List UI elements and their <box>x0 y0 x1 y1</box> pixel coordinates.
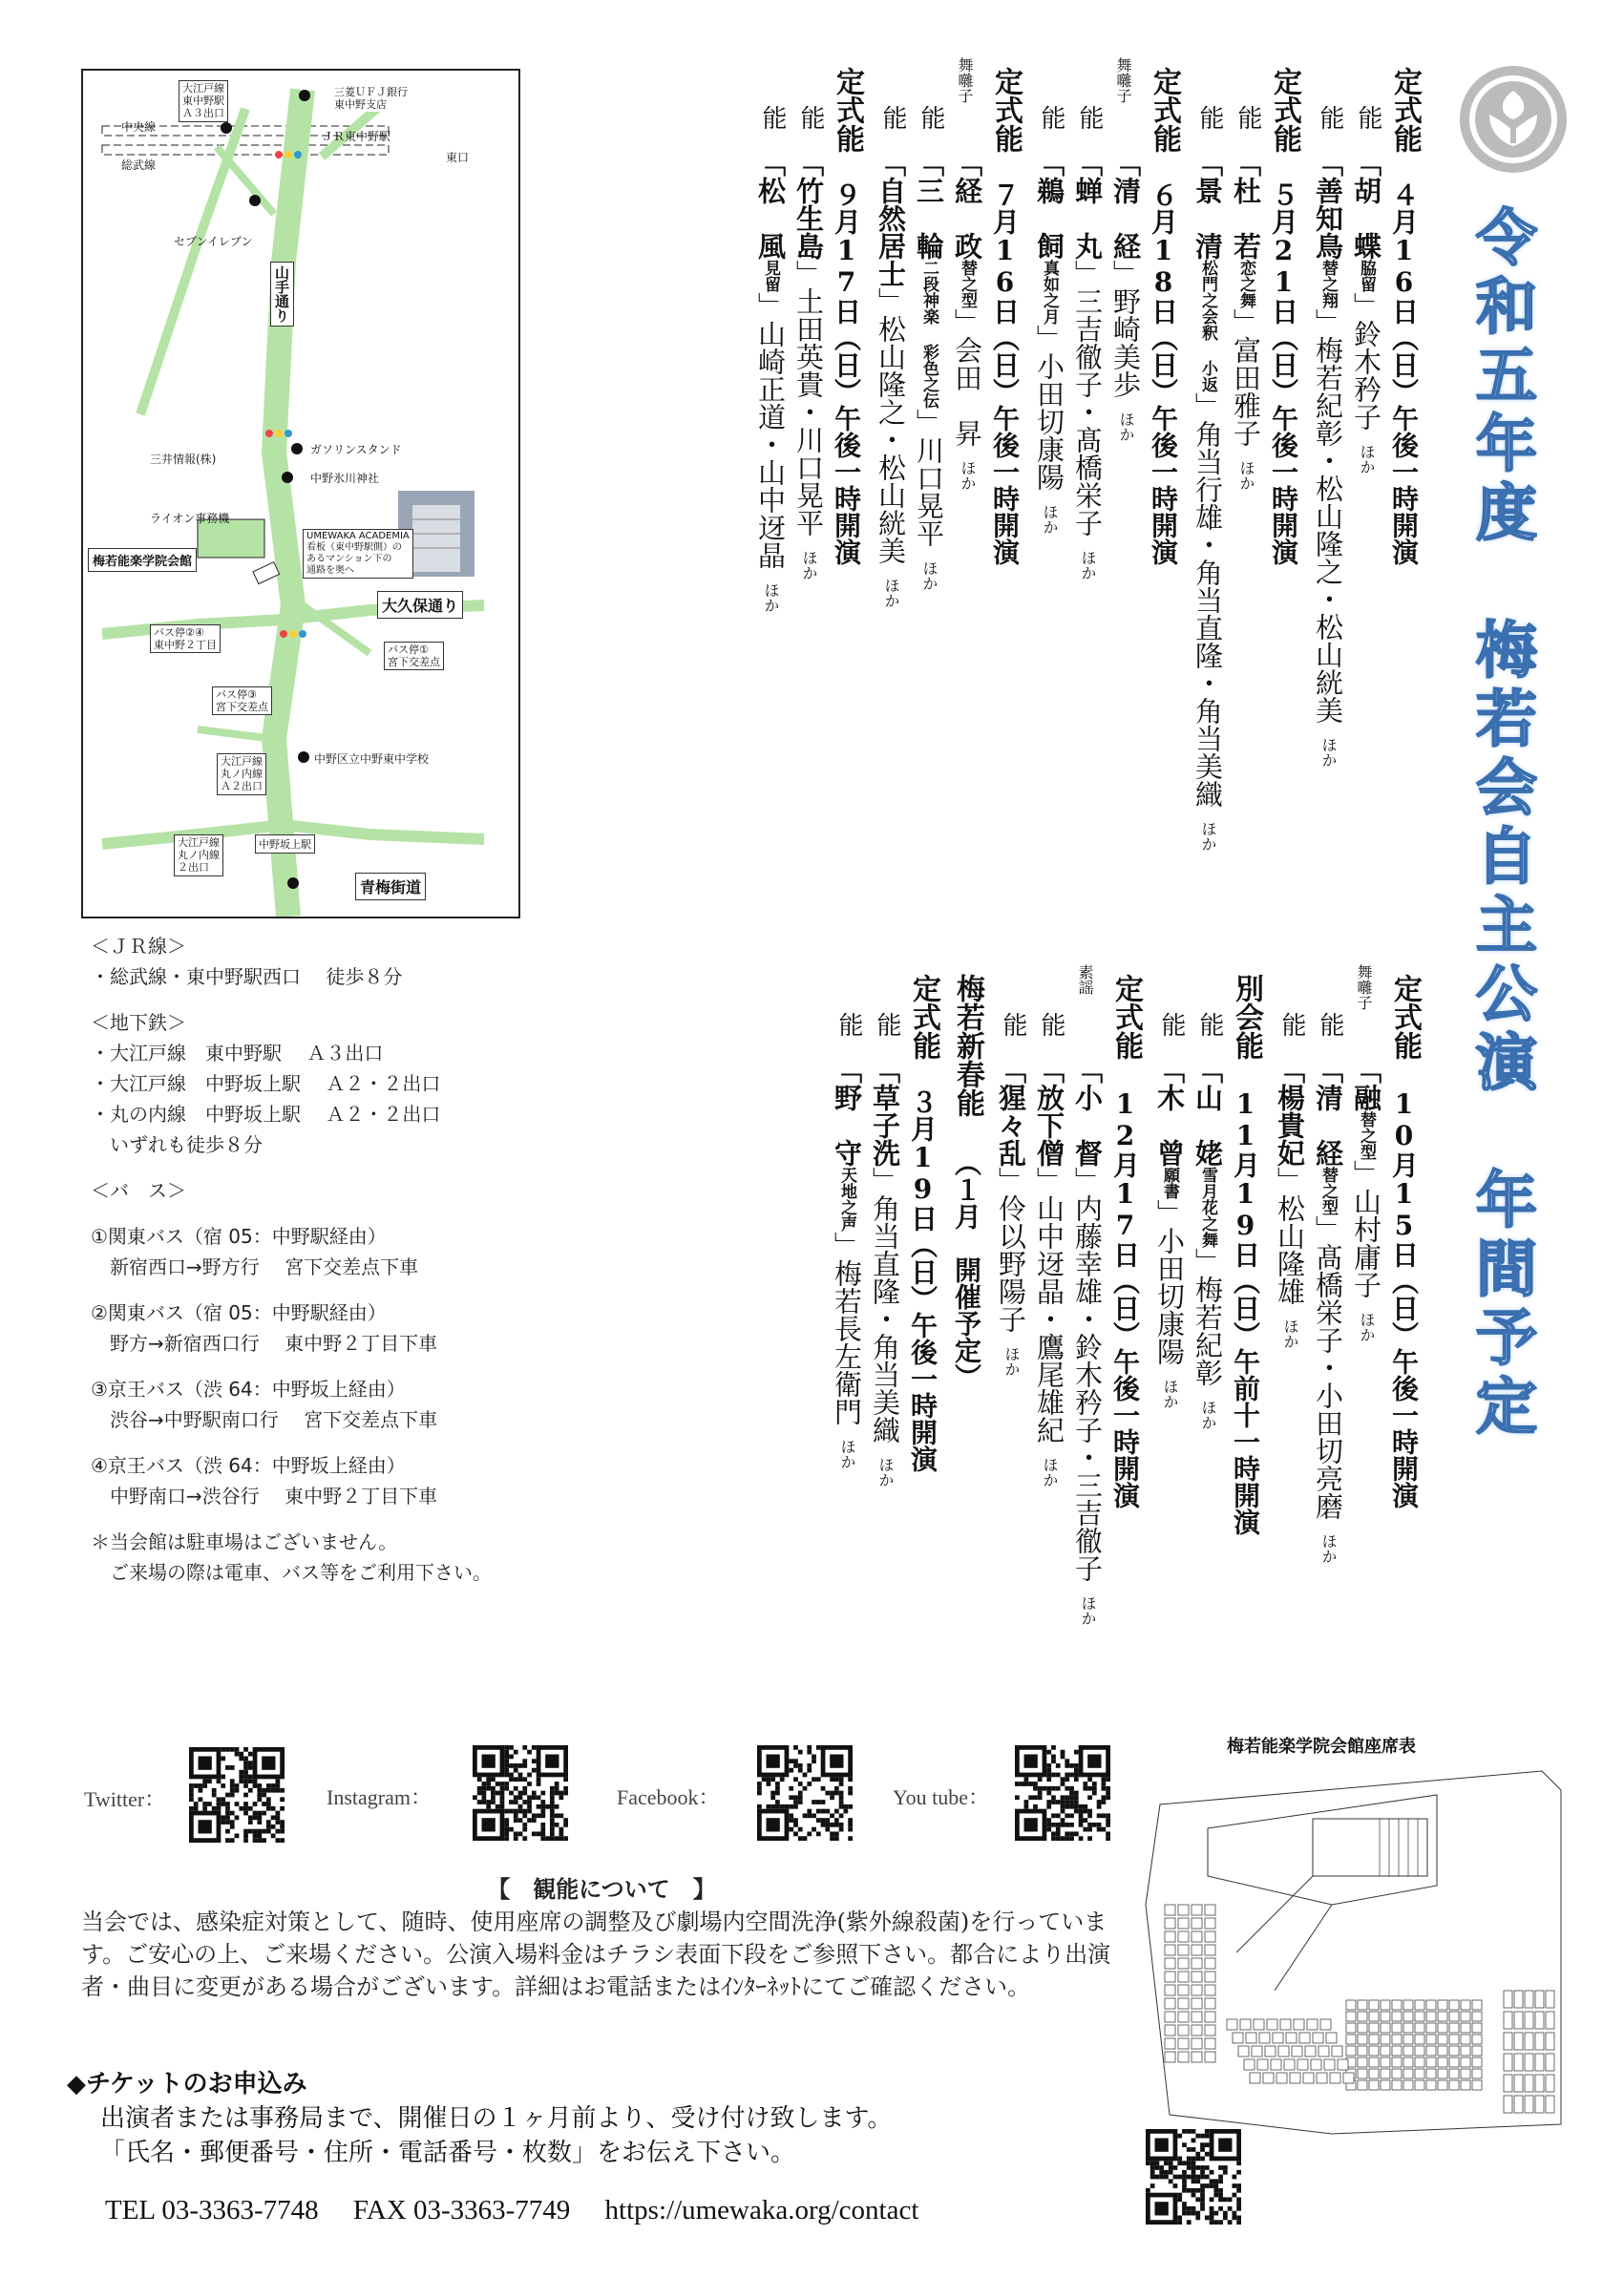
play-label: 能 <box>1037 105 1065 130</box>
play-note: 真如之月 <box>1040 260 1059 325</box>
access-line: ①関東バス（宿 05：中野駅経由） <box>91 1225 387 1248</box>
play-column <box>831 1056 863 1469</box>
map-label-sobu: 総武線 <box>121 158 157 172</box>
access-line: ・大江戸線 中野坂上駅 Ａ２・２出口 <box>91 1072 441 1095</box>
play-cast: 」会田 昇 <box>951 308 983 447</box>
play-note: 雪月花之舞 <box>1198 1167 1217 1248</box>
play-title: 「経 政 <box>951 149 983 260</box>
play-cast: 」鈴木矜子 <box>1350 292 1382 431</box>
twitter-label: Twitter： <box>84 1787 166 1811</box>
play-title: 「野 守 <box>831 1056 863 1167</box>
play-hoka: ほか <box>876 1457 895 1487</box>
play-title: 「松 風 <box>754 149 787 260</box>
play-hoka: ほか <box>1041 1457 1059 1487</box>
play-column <box>1153 1056 1186 1409</box>
map-label-station: ＪＲ東中野駅 <box>322 130 391 143</box>
play-label: 能 <box>917 105 945 130</box>
play-hoka: ほか <box>1002 1346 1021 1377</box>
play-hoka: ほか <box>959 460 977 491</box>
play-hoka: ほか <box>762 582 780 613</box>
play-title: 「楊貴妃 <box>1274 1056 1306 1167</box>
access-line: 野方→新宿西口行 東中野２丁目下車 <box>91 1332 438 1355</box>
play-cast: 」梅若紀彰 <box>1192 1248 1224 1386</box>
play-column <box>1230 149 1262 491</box>
access-line: いずれも徒歩８分 <box>91 1133 263 1156</box>
access-line: ③京王バス（渋 64：中野坂上経由） <box>91 1378 406 1401</box>
play-label: 舞囃子 <box>1355 964 1373 1010</box>
play-title: 「三 輪 <box>913 149 945 260</box>
map-label-lion: ライオン事務機 <box>150 512 230 525</box>
page-title: 令和五年度 梅若会自主公演 年間予定 <box>1466 205 1537 1443</box>
play-title: 「竹生島 <box>792 149 825 260</box>
play-cast: 」角当直隆・角当美織 <box>869 1167 901 1444</box>
play-cast: 」梅若紀彰・松山隆之・松山絖美 <box>1312 308 1344 724</box>
contact-qr-icon[interactable] <box>1146 2129 1241 2225</box>
play-note: 替之型 <box>1318 1167 1338 1215</box>
play-hoka: ほか <box>1041 504 1059 535</box>
play-label: 能 <box>1195 105 1224 130</box>
access-line: ご来場の際は電車、バス等をご利用下さい。 <box>91 1561 492 1584</box>
play-column <box>792 149 825 580</box>
contact-info: TEL 03-3363-7748 FAX 03-3363-7749 https://umewaka.org/contact <box>105 2195 919 2225</box>
twitter-qr-icon[interactable] <box>189 1747 285 1843</box>
play-title: 「融 <box>1350 1056 1382 1111</box>
play-cast: 」小田切康陽 <box>1033 325 1065 491</box>
access-line: ④京王バス（渋 64：中野坂上経由） <box>91 1454 406 1477</box>
event-date: 11月19日（日）午前十一時開演 <box>1230 1088 1261 1535</box>
play-cast: 」髙橋栄子・小田切亮磨 <box>1312 1215 1344 1520</box>
access-info <box>91 931 492 1588</box>
map-label-mitsui: 三井情報(株) <box>150 453 217 466</box>
play-label: 能 <box>1037 1012 1065 1037</box>
play-column <box>1312 1056 1344 1564</box>
play-note: 天地之声 <box>837 1167 856 1232</box>
play-column <box>953 149 981 491</box>
play-column <box>1071 149 1104 580</box>
ticket-section <box>67 2067 892 2170</box>
play-column <box>1192 149 1224 852</box>
map-label-chuo: 中央線 <box>121 120 157 134</box>
access-line: ・総武線・東中野駅西口 徒歩８分 <box>91 965 403 988</box>
play-label: 能 <box>796 105 825 130</box>
play-cast: 」山中迓晶・鷹尾雄紀 <box>1033 1167 1065 1444</box>
play-label: 舞囃子 <box>956 57 974 103</box>
play-label: 能 <box>1277 1012 1306 1037</box>
play-label: 能 <box>1075 105 1104 130</box>
play-cast: 」松山隆之・松山絖美 <box>875 287 907 564</box>
map-box-2exit: 大江戸線 丸ノ内線 ２出口 <box>174 834 223 876</box>
event-type: 定式能 <box>989 67 1023 153</box>
play-label: 能 <box>1195 1012 1224 1037</box>
play-hoka: ほか <box>1319 1533 1338 1564</box>
play-cast: 」山村庸子 <box>1350 1160 1382 1298</box>
play-label: 能 <box>878 105 907 130</box>
instagram-label: Instagram： <box>327 1785 432 1809</box>
map-label-okubo: 大久保通り <box>377 591 463 619</box>
notice-section <box>81 1873 1122 2003</box>
map-label-yamate: 山手通り <box>270 262 294 327</box>
event-type: 定式能 <box>831 67 864 153</box>
map-label-gas: ガソリンスタンド <box>310 443 402 456</box>
map-label-hall: 梅若能楽学院会館 <box>88 548 197 572</box>
play-column <box>995 1056 1027 1377</box>
play-label: 能 <box>1316 105 1344 130</box>
play-hoka: ほか <box>1161 1379 1179 1409</box>
map-label-ome: 青梅街道 <box>355 873 426 900</box>
notice-heading: 【 観能について 】 <box>487 1876 716 1903</box>
play-label: 能 <box>1316 1012 1344 1037</box>
map-label-school: 中野区立中野東中学校 <box>314 752 430 766</box>
event-date: 10月15日（日）午後一時開演 <box>1388 1088 1420 1508</box>
play-hoka: ほか <box>1358 1312 1376 1342</box>
play-label: 能 <box>758 105 787 130</box>
event-type: 定式能 <box>907 974 940 1060</box>
play-title: 「猩々乱 <box>995 1056 1027 1167</box>
play-column <box>1035 149 1063 535</box>
play-hoka: ほか <box>1237 460 1255 491</box>
play-note: 替之翔 <box>1318 260 1338 308</box>
play-column <box>754 149 787 613</box>
event-type: 定式能 <box>1109 974 1143 1060</box>
play-cast: 」梅若長左衛門 <box>831 1232 863 1425</box>
facebook-label: Facebook： <box>617 1785 720 1809</box>
play-label: 舞囃子 <box>1114 57 1132 103</box>
play-hoka: ほか <box>1319 737 1338 768</box>
map-box-a2: 大江戸線 丸ノ内線 Ａ２出口 <box>217 753 266 795</box>
play-hoka: ほか <box>1199 821 1217 852</box>
play-hoka: ほか <box>800 550 818 580</box>
facebook-qr-icon[interactable] <box>757 1745 853 1841</box>
map-label-east-exit: 東口 <box>446 151 470 164</box>
play-hoka: ほか <box>882 578 900 608</box>
event-type: 定式能 <box>1268 67 1301 153</box>
map-box-a3: 大江戸線 東中野駅 Ａ３出口 <box>179 80 228 122</box>
play-note: 願書 <box>1160 1167 1179 1199</box>
event-date: ５月21日（日）午後一時開演 <box>1268 181 1299 565</box>
event-date: 12月17日（日）午後一時開演 <box>1109 1088 1141 1508</box>
event-type: 定式能 <box>1148 67 1181 153</box>
access-line: ＊当会館は駐車場はございません。 <box>91 1530 398 1553</box>
play-column <box>1312 149 1344 768</box>
event-date: （１月 開催予定） <box>951 1150 982 1390</box>
play-cast: 」山崎正道・山中迓晶 <box>754 292 787 569</box>
play-cast: 」松山隆雄 <box>1274 1167 1306 1305</box>
ticket-line1: 出演者または事務局まで、開催日の１ヶ月前より、受け付け致します。 <box>100 2104 893 2133</box>
play-hoka: ほか <box>920 560 939 591</box>
play-label: 素謡 <box>1076 964 1094 995</box>
play-title: 「放下僧 <box>1033 1056 1065 1167</box>
play-title: 「蝉 丸 <box>1071 149 1104 260</box>
access-line: ・丸の内線 中野坂上駅 Ａ２・２出口 <box>91 1103 441 1126</box>
seat-map-title: 梅若能楽学院会館座席表 <box>1227 1737 1416 1757</box>
play-note: 二段神楽 彩色之伝 <box>919 260 939 409</box>
play-column <box>913 149 945 591</box>
play-cast: 」土田英貴・川口晃平 <box>792 260 825 537</box>
map-label-seven: セブンイレブン <box>174 235 253 248</box>
play-title: 「景 清 <box>1192 149 1224 260</box>
play-column <box>1192 1056 1224 1430</box>
play-note: 替之型 <box>1357 1111 1376 1160</box>
play-cast: 」小田切康陽 <box>1153 1199 1186 1365</box>
event-type: 定式能 <box>1388 67 1422 153</box>
youtube-qr-icon[interactable] <box>1015 1745 1110 1841</box>
play-title: 「小 督 <box>1071 1056 1104 1167</box>
map-label-shrine: 中野氷川神社 <box>310 472 380 485</box>
play-cast: 」富田雅子 <box>1230 308 1262 447</box>
play-cast: 」伶以野陽子 <box>995 1167 1027 1333</box>
event-type: 梅若新春能 <box>951 974 984 1117</box>
play-label: 能 <box>1157 1012 1186 1037</box>
play-hoka: ほか <box>1358 444 1376 475</box>
map-box-bus3: バス停③ 宮下交差点 <box>212 686 272 715</box>
youtube-label: You tube： <box>893 1785 990 1809</box>
access-line: 中野南口→渋谷行 東中野２丁目下車 <box>91 1485 438 1508</box>
play-hoka: ほか <box>1079 1595 1097 1626</box>
instagram-qr-icon[interactable] <box>473 1745 568 1841</box>
access-map <box>81 69 520 918</box>
play-note: 替之型 <box>958 260 977 308</box>
access-line: ・大江戸線 東中野駅 Ａ３出口 <box>91 1042 384 1065</box>
play-cast: 」角当行雄・角当直隆・角当美織 <box>1192 392 1224 808</box>
map-box-bank: 三菱ＵＦＪ銀行 東中野支店 <box>331 85 411 112</box>
play-label: 能 <box>1354 105 1382 130</box>
play-note: 恋之舞 <box>1236 260 1255 308</box>
play-label: 能 <box>834 1012 863 1037</box>
map-label-sakaue: 中野坂上駅 <box>255 834 315 854</box>
play-column <box>1352 149 1380 475</box>
play-hoka: ほか <box>1199 1400 1217 1430</box>
crest-logo <box>1456 62 1571 177</box>
access-line: ＜ＪＲ線＞ <box>91 935 186 958</box>
play-label: 能 <box>873 1012 901 1037</box>
map-box-academia: UMEWAKA ACADEMIA 看板（東中野駅側）の あるマンション下の 通路を奥へ <box>303 529 413 579</box>
play-title: 「鵜 飼 <box>1033 149 1065 260</box>
play-hoka: ほか <box>1281 1318 1299 1349</box>
map-box-bus24: バス停②④ 東中野２丁目 <box>150 624 221 653</box>
play-column <box>875 149 907 608</box>
event-type: 別会能 <box>1230 974 1263 1060</box>
play-column <box>1109 149 1142 442</box>
event-date: ３月19日（日）午後一時開演 <box>907 1088 939 1472</box>
play-cast: 」川口晃平 <box>913 409 945 547</box>
play-title: 「山 姥 <box>1192 1056 1224 1167</box>
play-title: 「清 経 <box>1312 1056 1344 1167</box>
play-title: 「清 経 <box>1109 149 1142 260</box>
play-column <box>1352 1056 1380 1342</box>
play-title: 「胡 蝶 <box>1350 149 1382 260</box>
play-column <box>1035 1056 1063 1487</box>
access-line: 新宿西口→野方行 宮下交差点下車 <box>91 1255 419 1278</box>
play-label: 能 <box>999 1012 1027 1037</box>
ticket-heading: ◆チケットのお申込み <box>67 2070 307 2099</box>
ticket-line2: 「氏名・郵便番号・住所・電話番号・枚数」をお伝え下さい。 <box>100 2139 796 2167</box>
access-line: ②関東バス（宿 05：中野駅経由） <box>91 1301 387 1324</box>
seat-map <box>1141 1761 1566 2143</box>
play-title: 「善知鳥 <box>1312 149 1344 260</box>
play-title: 「木 曾 <box>1153 1056 1186 1167</box>
play-cast: 」内藤幸雄・鈴木矜子・三吉徹子 <box>1071 1167 1104 1582</box>
access-line: ＜バ ス＞ <box>91 1179 186 1202</box>
play-hoka: ほか <box>838 1439 856 1469</box>
play-title: 「杜 若 <box>1230 149 1262 260</box>
play-hoka: ほか <box>1117 411 1135 442</box>
event-date: ４月16日（日）午後一時開演 <box>1388 181 1420 565</box>
play-note: 脇留 <box>1357 260 1376 292</box>
play-title: 「草子洗 <box>869 1056 901 1167</box>
event-date: ６月18日（日）午後一時開演 <box>1148 181 1179 565</box>
play-column <box>1274 1056 1306 1349</box>
play-note: 松門之会釈 小返 <box>1198 260 1217 392</box>
play-column <box>1071 1056 1104 1626</box>
map-box-bus1: バス停① 宮下交差点 <box>384 642 444 670</box>
play-column <box>869 1056 901 1487</box>
event-type: 定式能 <box>1388 974 1422 1060</box>
play-cast: 」野崎美歩 <box>1109 260 1142 398</box>
event-date: ９月17日（日）午後一時開演 <box>831 181 862 565</box>
map-roads <box>83 71 518 917</box>
play-hoka: ほか <box>1079 550 1097 580</box>
access-line: ＜地下鉄＞ <box>91 1011 186 1034</box>
play-title: 「自然居士 <box>875 149 907 287</box>
play-note: 見留 <box>761 260 780 292</box>
play-label: 能 <box>1234 105 1262 130</box>
event-date: ７月16日（日）午後一時開演 <box>989 181 1021 565</box>
play-cast: 」三吉徹子・髙橋栄子 <box>1071 260 1104 537</box>
notice-text: 当会では、感染症対策として、随時、使用座席の調整及び劇場内空間洗浄(紫外線殺菌)を行っています。ご安心の上、ご来場ください。公演入場料金はチラシ表面下段をご参照下さい。都合により出演者・曲目に変更がある場合がございます。詳細はお電話またはｲﾝﾀｰﾈｯﾄにてご確認ください。 <box>81 1909 1111 2000</box>
access-line: 渋谷→中野駅南口行 宮下交差点下車 <box>91 1408 438 1431</box>
